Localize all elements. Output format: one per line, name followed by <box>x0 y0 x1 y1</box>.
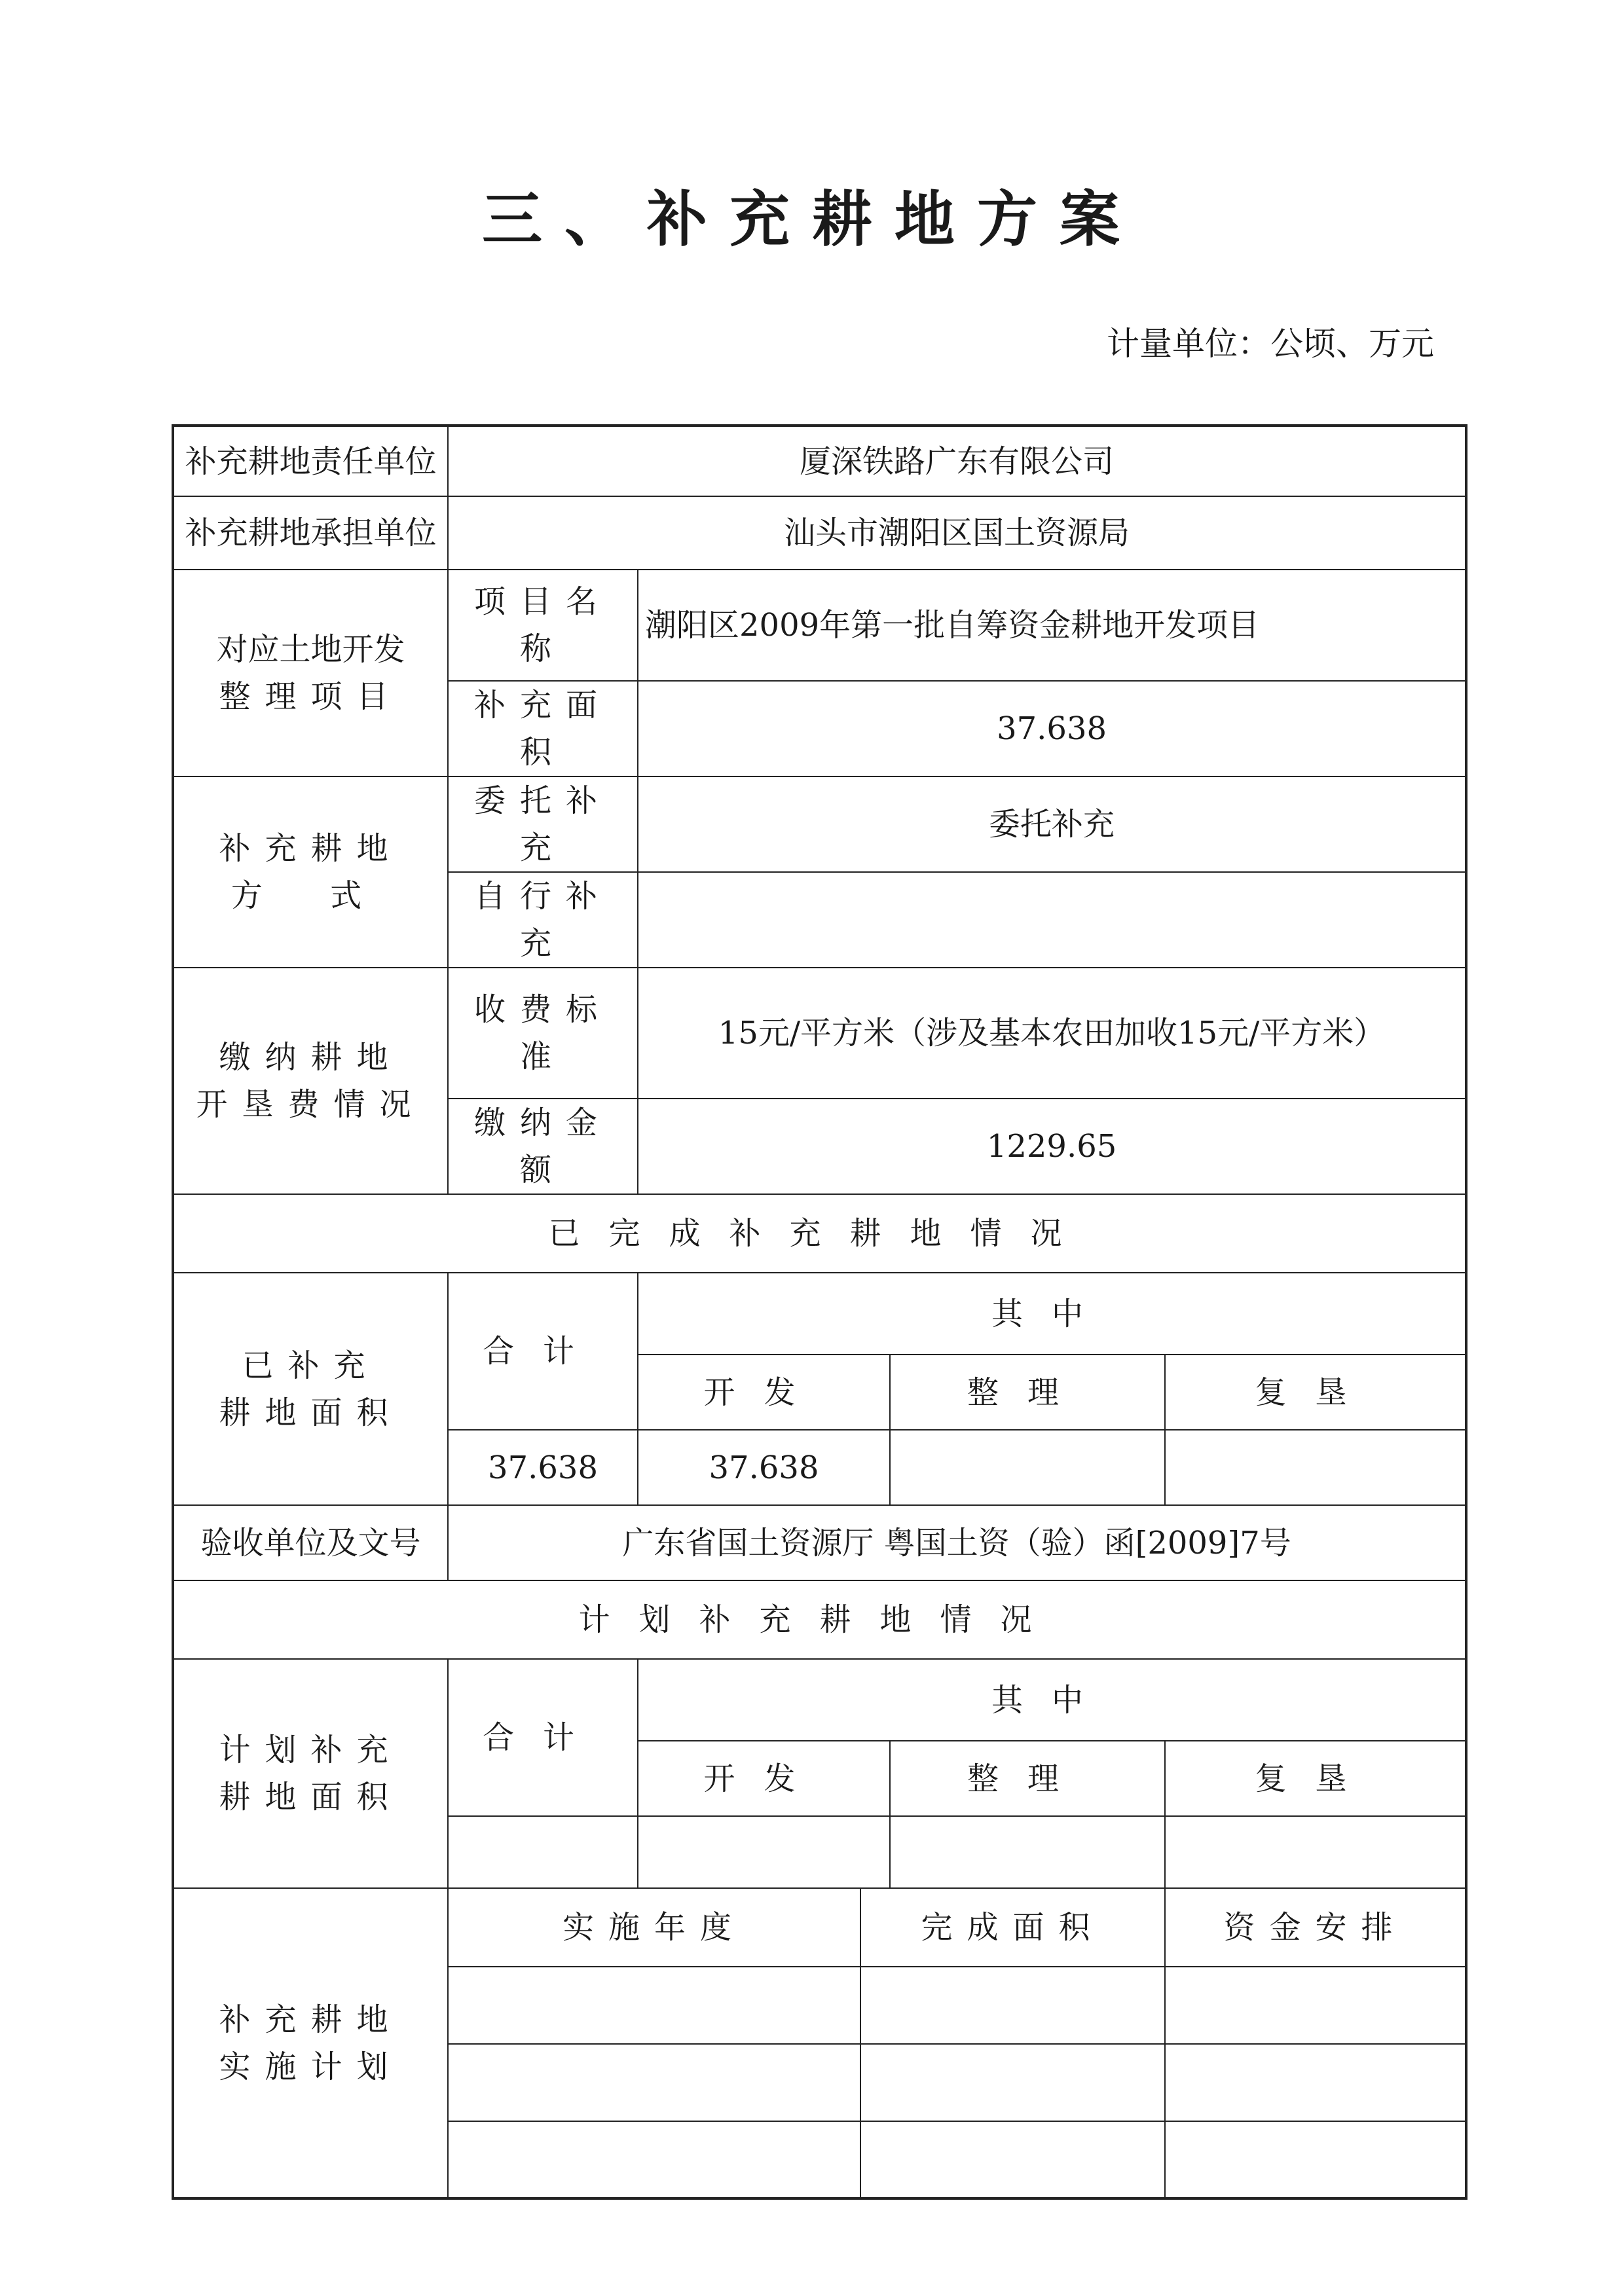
undertaker-unit-value: 汕头市潮阳区国土资源局 <box>448 496 1466 570</box>
planned-of-which-label: 其中 <box>638 1659 1466 1741</box>
plan-row-funds <box>1165 2044 1466 2121</box>
self-supplement-value <box>638 872 1466 968</box>
plan-year-header: 实施年度 <box>448 1888 860 1967</box>
plan-label-line2: 实施计划 <box>219 2048 403 2085</box>
plan-row-year <box>448 2044 860 2121</box>
completed-total-value: 37.638 <box>448 1430 638 1505</box>
plan-row-year <box>448 2121 860 2198</box>
project-name-value: 潮阳区2009年第一批自筹资金耕地开发项目 <box>638 570 1466 681</box>
supplement-area-value: 37.638 <box>638 681 1466 776</box>
responsible-unit-label: 补充耕地责任单位 <box>173 426 448 496</box>
entrust-value: 委托补充 <box>638 776 1466 872</box>
plan-label-line1: 补充耕地 <box>219 2001 403 2038</box>
completed-arrange-value <box>890 1430 1165 1505</box>
fee-amount-value: 1229.65 <box>638 1099 1466 1194</box>
planned-section-title: 计划补充耕地情况 <box>173 1580 1466 1659</box>
plan-funds-header: 资金安排 <box>1165 1888 1466 1967</box>
fee-standard-label: 收费标准 <box>448 968 638 1099</box>
completed-of-which-label: 其中 <box>638 1273 1466 1355</box>
undertaker-unit-label: 补充耕地承担单位 <box>173 496 448 570</box>
entrust-label: 委托补充 <box>448 776 638 872</box>
responsible-unit-value: 厦深铁路广东有限公司 <box>448 426 1466 496</box>
planned-area-label <box>173 1659 448 1888</box>
completed-area-line2: 耕地面积 <box>219 1394 403 1431</box>
project-group-line2: 整理项目 <box>219 678 403 715</box>
fee-group-line2: 开垦费情况 <box>196 1086 426 1123</box>
plan-row-funds <box>1165 2121 1466 2198</box>
completed-develop-label: 开发 <box>638 1355 890 1430</box>
completed-section-title: 已完成补充耕地情况 <box>173 1194 1466 1273</box>
planned-develop-label: 开发 <box>638 1741 890 1816</box>
project-name-label: 项目名称 <box>448 570 638 681</box>
planned-area-line1: 计划补充 <box>219 1732 403 1768</box>
fee-amount-label: 缴纳金额 <box>448 1099 638 1194</box>
completed-arrange-label: 整理 <box>890 1355 1165 1430</box>
project-group-label <box>173 570 448 776</box>
plan-row-funds <box>1165 1967 1466 2044</box>
planned-total-value <box>448 1816 638 1888</box>
unit-note: 计量单位：公顷、万元 <box>1107 325 1434 363</box>
project-group-line1: 对应土地开发 <box>216 631 405 668</box>
supplement-area-label: 补充面积 <box>448 681 638 776</box>
completed-develop-value: 37.638 <box>638 1430 890 1505</box>
method-group-line2: 方 式 <box>231 877 391 914</box>
page-title: 三、补充耕地方案 <box>481 184 1142 255</box>
plan-area-header: 完成面积 <box>860 1888 1165 1967</box>
plan-label <box>173 1888 448 2198</box>
completed-reclaim-label: 复垦 <box>1165 1355 1466 1430</box>
planned-total-label: 合计 <box>448 1659 638 1816</box>
planned-arrange-label: 整理 <box>890 1741 1165 1816</box>
acceptance-value: 广东省国土资源厅 粤国土资（验）函[2009]7号 <box>448 1505 1466 1580</box>
method-group-label <box>173 776 448 968</box>
planned-develop-value <box>638 1816 890 1888</box>
planned-area-line2: 耕地面积 <box>219 1779 403 1815</box>
acceptance-label: 验收单位及文号 <box>173 1505 448 1580</box>
planned-reclaim-value <box>1165 1816 1466 1888</box>
self-supplement-label: 自行补充 <box>448 872 638 968</box>
completed-area-label <box>173 1273 448 1505</box>
fee-group-line1: 缴纳耕地 <box>219 1039 403 1076</box>
planned-reclaim-label: 复垦 <box>1165 1741 1466 1816</box>
plan-row-area <box>860 2121 1165 2198</box>
plan-row-area <box>860 1967 1165 2044</box>
method-group-line1: 补充耕地 <box>219 830 403 867</box>
fee-standard-value: 15元/平方米（涉及基本农田加收15元/平方米） <box>638 968 1466 1099</box>
completed-total-label: 合计 <box>448 1273 638 1430</box>
plan-row-year <box>448 1967 860 2044</box>
supplementary-farmland-table <box>172 424 1467 2200</box>
completed-reclaim-value <box>1165 1430 1466 1505</box>
completed-area-line1: 已补充 <box>242 1347 380 1384</box>
fee-group-label <box>173 968 448 1194</box>
plan-row-area <box>860 2044 1165 2121</box>
planned-arrange-value <box>890 1816 1165 1888</box>
